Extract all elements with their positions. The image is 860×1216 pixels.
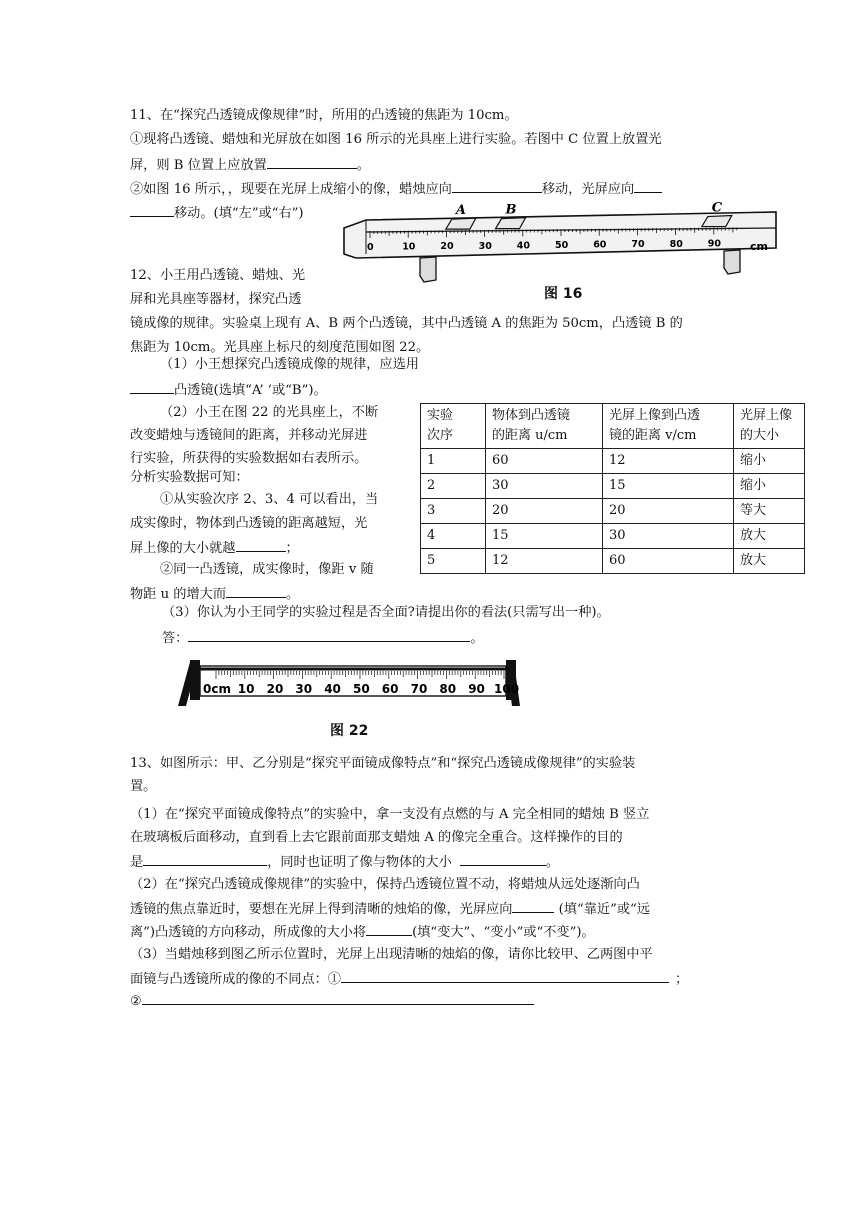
q13-line-11-text: ② (130, 994, 142, 1009)
table-row (421, 474, 805, 499)
q12-part2-line-5: ①从实验次序 2、3、4 可以看出，当 (160, 492, 379, 507)
scale-tick-label: 70 (631, 239, 645, 251)
answer-blank[interactable] (460, 851, 546, 866)
scale-tick-label: 30 (478, 240, 492, 252)
answer-blank[interactable] (130, 379, 174, 394)
q13-line-5 (130, 851, 559, 873)
q11-line-4-mid: 移动，光屏应向 (541, 182, 635, 197)
q13-line-2: 置。 (130, 779, 157, 794)
table-cell: 3 (421, 499, 486, 524)
scale-tick-label: 70 (410, 682, 428, 696)
q13-line-10-text: 面镜与凸透镜所成的像的不同点：① (130, 972, 341, 987)
answer-blank[interactable] (341, 968, 669, 983)
table-cell: 2 (421, 474, 486, 499)
q11-line-5-text: 移动。(填“左”或“右”) (174, 206, 304, 221)
q12-part2-line-9-end: 。 (286, 587, 300, 602)
q13-line-3: （1）在“探究平面镜成像特点”的实验中，拿一支没有点燃的与 A 完全相同的蜡烛 B 竖立 (130, 807, 650, 822)
table-cell: 放大 (734, 524, 805, 549)
q11-line-4-text: ②如图 16 所示，，现要在光屏上成缩小的像，蜡烛应向 (130, 182, 452, 197)
table-cell: 20 (486, 499, 603, 524)
q12-part2-line-1: （2）小王在图 22 的光具座上，不断 (160, 405, 379, 420)
scale-tick-label: 0 (367, 242, 374, 253)
q11-line-1: 11、在“探究凸透镜成像规律”时，所用的凸透镜的焦距为 10cm。 (130, 108, 518, 123)
q12-part2-line-9-text: 物距 u 的增大而 (130, 587, 227, 602)
q12-part2-line-2: 改变蜡烛与透镜间的距离，并移动光屏进 (130, 428, 368, 443)
table-cell: 等大 (734, 499, 805, 524)
q11-line-3-text: 屏，则 B 位置上应放置 (130, 158, 267, 173)
q12-part2-line-4: 分析实验数据可知： (130, 470, 249, 485)
q13-line-5-text: 是 (130, 855, 144, 870)
table-cell: 12 (603, 449, 734, 474)
table-cell: 4 (421, 524, 486, 549)
table-cell: 60 (486, 449, 603, 474)
table-cell: 缩小 (734, 474, 805, 499)
q13-line-10-end: ； (675, 972, 689, 987)
q11-line-5 (130, 202, 304, 224)
table-header-cell: 实验 次序 (421, 404, 486, 449)
figure-16-caption: 图 16 (544, 286, 583, 302)
q13-line-7 (130, 898, 650, 920)
answer-blank[interactable] (236, 537, 286, 552)
table-row (421, 449, 805, 474)
scale-tick-label: 40 (324, 682, 341, 696)
table-cell: 30 (603, 524, 734, 549)
q13-line-9: （3）当蜡烛移到图乙所示位置时，光屏上出现清晰的烛焰的像，请你比较甲、乙两图中平 (130, 947, 653, 962)
answer-blank[interactable] (267, 154, 357, 169)
table-cell: 30 (486, 474, 603, 499)
scale-tick-label: 80 (669, 238, 683, 250)
scale-tick-label: 50 (353, 682, 370, 696)
scale-tick-label: 30 (295, 682, 313, 696)
answer-label: 答： (162, 631, 189, 646)
answer-blank[interactable] (512, 898, 554, 913)
answer-blank[interactable] (188, 627, 470, 642)
q12-part2-line-7 (130, 537, 299, 559)
q13-line-10 (130, 968, 688, 990)
answer-blank[interactable] (142, 990, 534, 1005)
q12-part2-line-6: 成实像时，物体到凸透镜的距离越短，光 (130, 516, 368, 531)
table-cell: 5 (421, 549, 486, 574)
q12-part2-line-3: 行实验，所获得的实验数据如右表所示。 (130, 451, 368, 466)
q12-part2-line-7-text: 屏上像的大小就越 (130, 541, 236, 556)
q13-line-4: 在玻璃板后面移动，直到看上去它跟前面那支蜡烛 A 的像完全重合。这样操作的目的 (130, 830, 623, 845)
answer-blank[interactable] (130, 202, 174, 217)
scale-tick-label: 90 (468, 682, 485, 696)
scale-tick-label: 10 (402, 241, 416, 253)
answer-blank[interactable] (143, 851, 267, 866)
table-header-cell: 物体到凸透镜 的距离 u/cm (486, 404, 603, 449)
marker-label: A (455, 203, 466, 219)
scale-tick-label: 60 (381, 682, 399, 696)
answer-blank[interactable] (452, 178, 542, 193)
scale-tick-label: 100 (494, 682, 520, 696)
table-header-row (421, 404, 805, 449)
marker-label: B (505, 202, 517, 218)
q13-line-5-mid: ，同时也证明了像与物体的大小 (267, 855, 452, 870)
q13-line-8-end: (填“变大”、“变小”或“不变”)。 (412, 925, 595, 940)
q11-line-2: ①现将凸透镜、蜡烛和光屏放在如图 16 所示的光具座上进行实验。若图中 C 位置上放置光 (130, 132, 662, 147)
table-cell: 缩小 (734, 449, 805, 474)
q13-line-7-end: (填“靠近”或“远 (554, 902, 650, 917)
q12-part2-line-8: ②同一凸透镜，成实像时，像距 v 随 (160, 562, 374, 577)
answer-blank[interactable] (634, 178, 662, 193)
scale-tick-label: 80 (439, 682, 457, 696)
q11-line-3 (130, 154, 370, 176)
table-cell: 放大 (734, 549, 805, 574)
table-row (421, 549, 805, 574)
scale-tick-label: 20 (440, 241, 454, 253)
q13-line-8 (130, 921, 595, 943)
table-cell: 15 (603, 474, 734, 499)
scale-tick-label: 20 (266, 682, 284, 696)
table-header-cell: 光屏上像到凸透 镜的距离 v/cm (603, 404, 734, 449)
q12-part2-line-9 (130, 583, 299, 605)
q11-line-3-end: 。 (356, 158, 370, 173)
table-cell: 20 (603, 499, 734, 524)
scale-tick-label: 40 (516, 240, 531, 252)
figure-22-optical-bench (176, 654, 522, 712)
table-row (421, 499, 805, 524)
table-header-cell: 光屏上像 的大小 (734, 404, 805, 449)
figure-22-start-label: 0cm (203, 682, 231, 696)
q12-part1-line-1: （1）小王想探究凸透镜成像的规律，应选用 (160, 357, 419, 372)
q12-part2-line-7-end: ； (285, 541, 299, 556)
q12-line-2: 屏和光具座等器材，探究凸透 (130, 292, 302, 307)
q12-part3: （3）你认为小王同学的实验过程是否全面?请提出你的看法(只需写出一种)。 (162, 605, 610, 620)
q13-line-11 (130, 990, 534, 1012)
q12-line-3: 镜成像的规律。实验桌上现有 A、B 两个凸透镜，其中凸透镜 A 的焦距为 50cm，凸透镜 B 的 (130, 316, 683, 331)
q13-line-8-text: 离”)凸透镜的方向移动，所成像的大小将 (130, 925, 367, 940)
figure-22-caption: 图 22 (330, 723, 369, 739)
table-cell: 60 (603, 549, 734, 574)
q12-part1-line-2 (130, 379, 327, 401)
q13-line-6: （2）在“探究凸透镜成像规律”的实验中，保持凸透镜位置不动，将蜡烛从远处逐渐向凸 (130, 877, 640, 892)
figure-16-unit: cm (750, 240, 768, 253)
marker-label: C (711, 200, 723, 216)
scale-tick-label: 50 (555, 240, 569, 251)
q13-line-5-end: 。 (545, 855, 559, 870)
q13-line-1: 13、如图所示：甲、乙分别是“探究平面镜成像特点”和“探究凸透镜成像规律”的实验装 (130, 756, 636, 771)
table-row (421, 524, 805, 549)
scale-tick-label: 10 (237, 682, 255, 696)
answer-blank[interactable] (366, 921, 412, 936)
table-cell: 15 (486, 524, 603, 549)
q12-answer-line (162, 627, 484, 649)
q12-line-4: 焦距为 10cm。光具座上标尺的刻度范围如图 22。 (130, 340, 430, 355)
table-cell: 1 (421, 449, 486, 474)
table-cell: 12 (486, 549, 603, 574)
q12-part1-text: 凸透镜(选填“A’ ’或“B”)。 (174, 383, 327, 398)
scale-tick-label: 60 (593, 239, 607, 251)
experiment-data-table (420, 403, 805, 574)
answer-blank[interactable] (226, 583, 286, 598)
answer-end: 。 (470, 631, 484, 646)
scale-tick-label: 90 (707, 238, 722, 250)
q12-line-1: 12、小王用凸透镜、蜡烛、光 (130, 268, 306, 283)
q13-line-7-text: 透镜的焦点靠近时，要想在光屏上得到清晰的烛焰的像，光屏应向 (130, 902, 513, 917)
